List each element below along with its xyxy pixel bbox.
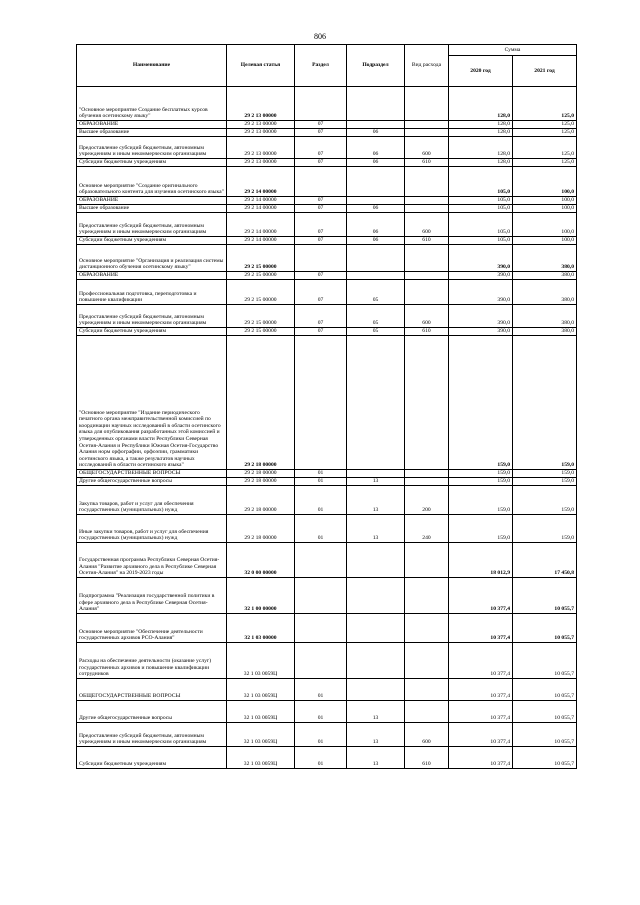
cell-2021: 159,0 xyxy=(513,470,577,478)
table-row xyxy=(77,328,577,336)
cell-expense-type xyxy=(405,701,449,723)
cell-section: 01 xyxy=(295,679,347,701)
cell-name: "Основное мероприятие "Издание периодического печатного органа межправительственной комиссией по координации научных исследований в области осетинского языка для опубликования разработанных этой комиссией и утвержденных органами власти Республики Северная Осетия-Алания и Республики Южная Осетия-Государство Алания норм орфографии, орфоэпии, грамматики осетинского языка, а также результатов научных исследований в области осетинского языка" xyxy=(77,336,227,470)
cell-section: 07 xyxy=(295,272,347,280)
cell-target: 29 2 13 00000 xyxy=(227,159,295,167)
cell-section xyxy=(295,245,347,272)
table-row xyxy=(77,543,577,578)
table-row xyxy=(77,701,577,723)
table-header xyxy=(77,45,577,87)
table-row xyxy=(77,167,577,197)
cell-target: 29 2 13 00000 xyxy=(227,121,295,129)
table-row xyxy=(77,336,577,470)
cell-expense-type xyxy=(405,167,449,197)
cell-subsection: 13 xyxy=(347,515,405,543)
cell-2020: 10 377,4 xyxy=(449,701,513,723)
table-row xyxy=(77,723,577,747)
cell-subsection xyxy=(347,167,405,197)
table-body xyxy=(77,87,577,769)
cell-name: Основное мероприятие "Создание оригинального образовательного контента для изучения осетинского языка" xyxy=(77,167,227,197)
cell-section: 01 xyxy=(295,470,347,478)
cell-2021: 10 055,7 xyxy=(513,578,577,614)
cell-name: Субсидии бюджетным учреждениям xyxy=(77,237,227,245)
cell-name: Субсидии бюджетным учреждениям xyxy=(77,159,227,167)
cell-name: Высшее образование xyxy=(77,129,227,137)
cell-2021: 10 055,7 xyxy=(513,614,577,643)
cell-target: 29 2 14 00000 xyxy=(227,213,295,237)
cell-expense-type: 600 xyxy=(405,723,449,747)
table-row xyxy=(77,121,577,129)
cell-subsection xyxy=(347,643,405,679)
cell-target: 29 2 18 00000 xyxy=(227,486,295,515)
cell-target: 32 1 03 0059Ц xyxy=(227,679,295,701)
table-row xyxy=(77,237,577,245)
cell-name: Другие общегосударственные вопросы xyxy=(77,478,227,486)
cell-name: ОБРАЗОВАНИЕ xyxy=(77,272,227,280)
cell-2020: 10 377,4 xyxy=(449,614,513,643)
cell-expense-type xyxy=(405,336,449,470)
cell-subsection xyxy=(347,679,405,701)
cell-2021: 125,0 xyxy=(513,159,577,167)
cell-name: ОБЩЕГОСУДАРСТВЕННЫЕ ВОПРОСЫ xyxy=(77,679,227,701)
cell-subsection: 06 xyxy=(347,213,405,237)
cell-target: 29 2 14 00000 xyxy=(227,205,295,213)
cell-name: Закупка товаров, работ и услуг для обеспечения государственных (муниципальных) нужд xyxy=(77,486,227,515)
header-name: Наименование xyxy=(77,45,227,87)
cell-section xyxy=(295,543,347,578)
cell-subsection: 13 xyxy=(347,486,405,515)
cell-expense-type xyxy=(405,245,449,272)
cell-name: Основное мероприятие "Обеспечение деятельности государственных архивов РСО-Алания" xyxy=(77,614,227,643)
cell-2021: 380,0 xyxy=(513,280,577,305)
cell-section: 01 xyxy=(295,701,347,723)
cell-2020: 10 377,4 xyxy=(449,679,513,701)
cell-expense-type xyxy=(405,478,449,486)
cell-target: 32 1 03 0059Ц xyxy=(227,723,295,747)
cell-expense-type xyxy=(405,280,449,305)
cell-2020: 128,0 xyxy=(449,137,513,159)
cell-2020: 390,0 xyxy=(449,280,513,305)
cell-expense-type: 610 xyxy=(405,159,449,167)
cell-2020: 128,0 xyxy=(449,129,513,137)
cell-name: Высшее образование xyxy=(77,205,227,213)
cell-expense-type: 610 xyxy=(405,747,449,769)
header-year-2020: 2020 год xyxy=(449,56,513,87)
cell-expense-type xyxy=(405,614,449,643)
table-row xyxy=(77,129,577,137)
cell-expense-type xyxy=(405,679,449,701)
cell-expense-type xyxy=(405,272,449,280)
table-row xyxy=(77,614,577,643)
cell-target: 29 2 13 00000 xyxy=(227,129,295,137)
cell-2020: 128,0 xyxy=(449,159,513,167)
cell-section: 01 xyxy=(295,723,347,747)
cell-2020: 159,0 xyxy=(449,478,513,486)
cell-expense-type xyxy=(405,578,449,614)
cell-2020: 390,0 xyxy=(449,245,513,272)
cell-expense-type: 610 xyxy=(405,328,449,336)
table-row xyxy=(77,679,577,701)
cell-2020: 159,0 xyxy=(449,470,513,478)
cell-name: "Основное мероприятие Создание бесплатных курсов обучения осетинскому языку" xyxy=(77,87,227,121)
header-section: Раздел xyxy=(295,45,347,87)
cell-section xyxy=(295,87,347,121)
cell-2020: 390,0 xyxy=(449,305,513,328)
cell-2021: 10 055,7 xyxy=(513,679,577,701)
cell-target: 32 1 03 0059Ц xyxy=(227,643,295,679)
cell-target: 29 2 14 00000 xyxy=(227,167,295,197)
cell-target: 29 2 14 00000 xyxy=(227,237,295,245)
cell-2021: 159,0 xyxy=(513,515,577,543)
cell-2021: 125,0 xyxy=(513,129,577,137)
cell-name: Расходы на обеспечение деятельности (оказание услуг) государственных архивов и повышение квалификации сотрудников xyxy=(77,643,227,679)
cell-2021: 10 055,7 xyxy=(513,701,577,723)
cell-expense-type xyxy=(405,87,449,121)
cell-target: 29 2 13 00000 xyxy=(227,87,295,121)
budget-table xyxy=(76,44,577,769)
cell-2021: 100,0 xyxy=(513,213,577,237)
cell-2020: 105,0 xyxy=(449,213,513,237)
cell-name: Предоставление субсидий бюджетным, автономным учреждениям и иным некоммерческим организациям xyxy=(77,137,227,159)
table-row xyxy=(77,205,577,213)
cell-target: 29 2 13 00000 xyxy=(227,137,295,159)
cell-subsection: 05 xyxy=(347,328,405,336)
cell-subsection: 13 xyxy=(347,701,405,723)
cell-subsection xyxy=(347,336,405,470)
cell-target: 32 1 03 00000 xyxy=(227,614,295,643)
cell-2020: 128,0 xyxy=(449,121,513,129)
cell-2021: 380,0 xyxy=(513,328,577,336)
cell-2020: 159,0 xyxy=(449,515,513,543)
cell-expense-type: 240 xyxy=(405,515,449,543)
table-row xyxy=(77,272,577,280)
cell-2020: 128,0 xyxy=(449,87,513,121)
cell-name: ОБРАЗОВАНИЕ xyxy=(77,197,227,205)
cell-section: 07 xyxy=(295,205,347,213)
cell-target: 29 2 18 00000 xyxy=(227,336,295,470)
cell-target: 32 0 00 00000 xyxy=(227,543,295,578)
cell-expense-type xyxy=(405,643,449,679)
table-row xyxy=(77,87,577,121)
cell-subsection: 13 xyxy=(347,747,405,769)
cell-name: Предоставление субсидий бюджетным, автономным учреждениям и иным некоммерческим организациям xyxy=(77,213,227,237)
cell-name: Субсидии бюджетным учреждениям xyxy=(77,747,227,769)
cell-target: 29 2 18 00000 xyxy=(227,478,295,486)
cell-2021: 100,0 xyxy=(513,197,577,205)
table-row xyxy=(77,197,577,205)
cell-section xyxy=(295,643,347,679)
cell-expense-type xyxy=(405,129,449,137)
cell-2021: 380,0 xyxy=(513,272,577,280)
cell-2021: 159,0 xyxy=(513,486,577,515)
cell-name: Иные закупки товаров, работ и услуг для обеспечения государственных (муниципальных) нужд xyxy=(77,515,227,543)
cell-2020: 10 377,4 xyxy=(449,747,513,769)
cell-expense-type: 610 xyxy=(405,237,449,245)
cell-name: Другие общегосударственные вопросы xyxy=(77,701,227,723)
cell-section xyxy=(295,167,347,197)
cell-2021: 10 055,7 xyxy=(513,747,577,769)
cell-subsection: 06 xyxy=(347,159,405,167)
cell-subsection: 05 xyxy=(347,280,405,305)
header-sum: Сумма xyxy=(449,45,577,56)
table-row xyxy=(77,305,577,328)
cell-expense-type xyxy=(405,470,449,478)
cell-subsection xyxy=(347,87,405,121)
cell-section: 07 xyxy=(295,137,347,159)
cell-section: 07 xyxy=(295,213,347,237)
table-row xyxy=(77,486,577,515)
cell-section: 07 xyxy=(295,328,347,336)
cell-target: 29 2 15 00000 xyxy=(227,245,295,272)
cell-2020: 10 377,4 xyxy=(449,643,513,679)
cell-target: 29 2 18 00000 xyxy=(227,515,295,543)
cell-target: 29 2 15 00000 xyxy=(227,305,295,328)
table-row xyxy=(77,470,577,478)
cell-section: 01 xyxy=(295,478,347,486)
table-row xyxy=(77,478,577,486)
cell-target: 32 1 00 00000 xyxy=(227,578,295,614)
cell-2021: 380,0 xyxy=(513,245,577,272)
cell-2021: 100,0 xyxy=(513,237,577,245)
header-subsection: Подраздел xyxy=(347,45,405,87)
cell-2021: 100,0 xyxy=(513,205,577,213)
cell-expense-type xyxy=(405,543,449,578)
cell-name: Субсидии бюджетным учреждениям xyxy=(77,328,227,336)
cell-expense-type: 600 xyxy=(405,305,449,328)
cell-expense-type: 600 xyxy=(405,137,449,159)
cell-subsection: 05 xyxy=(347,305,405,328)
cell-name: ОБЩЕГОСУДАРСТВЕННЫЕ ВОПРОСЫ xyxy=(77,470,227,478)
cell-target: 29 2 15 00000 xyxy=(227,328,295,336)
table-row xyxy=(77,137,577,159)
cell-subsection: 13 xyxy=(347,723,405,747)
cell-2021: 159,0 xyxy=(513,478,577,486)
cell-target: 32 1 03 0059Ц xyxy=(227,747,295,769)
cell-2020: 10 377,4 xyxy=(449,723,513,747)
cell-section xyxy=(295,578,347,614)
cell-name: ОБРАЗОВАНИЕ xyxy=(77,121,227,129)
cell-subsection xyxy=(347,578,405,614)
table-row xyxy=(77,213,577,237)
cell-expense-type xyxy=(405,197,449,205)
cell-subsection xyxy=(347,121,405,129)
cell-2020: 10 377,4 xyxy=(449,578,513,614)
cell-2020: 390,0 xyxy=(449,328,513,336)
cell-section: 01 xyxy=(295,486,347,515)
cell-name: Профессиональная подготовка, переподготовка и повышение квалификации xyxy=(77,280,227,305)
cell-2021: 125,0 xyxy=(513,87,577,121)
cell-subsection xyxy=(347,470,405,478)
table-row xyxy=(77,747,577,769)
cell-target: 29 2 15 00000 xyxy=(227,280,295,305)
cell-2021: 159,0 xyxy=(513,336,577,470)
cell-2021: 17 450,8 xyxy=(513,543,577,578)
cell-expense-type: 600 xyxy=(405,213,449,237)
cell-2021: 125,0 xyxy=(513,137,577,159)
cell-section: 07 xyxy=(295,197,347,205)
cell-section: 07 xyxy=(295,129,347,137)
cell-subsection xyxy=(347,197,405,205)
cell-section: 07 xyxy=(295,280,347,305)
cell-2020: 159,0 xyxy=(449,486,513,515)
cell-name: Основное мероприятие "Организация и реализация системы дистанционного обучения осетинскому языку" xyxy=(77,245,227,272)
cell-subsection xyxy=(347,614,405,643)
table-row xyxy=(77,280,577,305)
page-number: 806 xyxy=(314,32,326,41)
cell-subsection: 06 xyxy=(347,237,405,245)
cell-expense-type: 200 xyxy=(405,486,449,515)
cell-section: 07 xyxy=(295,305,347,328)
cell-2020: 18 012,9 xyxy=(449,543,513,578)
cell-section xyxy=(295,614,347,643)
table-row xyxy=(77,578,577,614)
cell-subsection: 06 xyxy=(347,205,405,213)
cell-subsection: 13 xyxy=(347,478,405,486)
cell-target: 29 2 14 00000 xyxy=(227,197,295,205)
cell-2020: 159,0 xyxy=(449,336,513,470)
table-row xyxy=(77,159,577,167)
cell-name: Предоставление субсидий бюджетным, автономным учреждениям и иным некоммерческим организациям xyxy=(77,723,227,747)
cell-2020: 105,0 xyxy=(449,205,513,213)
cell-target: 29 2 15 00000 xyxy=(227,272,295,280)
cell-expense-type xyxy=(405,205,449,213)
table-row xyxy=(77,245,577,272)
header-expense-type: Вид расхода xyxy=(405,45,449,87)
cell-subsection: 06 xyxy=(347,137,405,159)
cell-2020: 105,0 xyxy=(449,197,513,205)
header-target: Целевая статья xyxy=(227,45,295,87)
cell-subsection: 06 xyxy=(347,129,405,137)
cell-2021: 125,0 xyxy=(513,121,577,129)
cell-name: Подпрограмма "Реализация государственной политики в сфере архивного дела в Республике Северная Осетия-Алания" xyxy=(77,578,227,614)
cell-2021: 10 055,7 xyxy=(513,643,577,679)
cell-2020: 390,0 xyxy=(449,272,513,280)
cell-section: 07 xyxy=(295,159,347,167)
cell-subsection xyxy=(347,543,405,578)
cell-target: 29 2 18 00000 xyxy=(227,470,295,478)
table-row xyxy=(77,515,577,543)
cell-2021: 10 055,7 xyxy=(513,723,577,747)
cell-name: Предоставление субсидий бюджетным, автономным учреждениям и иным некоммерческим организациям xyxy=(77,305,227,328)
cell-section: 07 xyxy=(295,121,347,129)
cell-2020: 105,0 xyxy=(449,167,513,197)
table-row xyxy=(77,643,577,679)
cell-section: 01 xyxy=(295,515,347,543)
cell-2021: 100,0 xyxy=(513,167,577,197)
cell-expense-type xyxy=(405,121,449,129)
cell-section xyxy=(295,336,347,470)
cell-subsection xyxy=(347,272,405,280)
cell-2021: 380,0 xyxy=(513,305,577,328)
cell-subsection xyxy=(347,245,405,272)
cell-target: 32 1 03 0059Ц xyxy=(227,701,295,723)
header-year-2021: 2021 год xyxy=(513,56,577,87)
cell-section: 07 xyxy=(295,237,347,245)
cell-2020: 105,0 xyxy=(449,237,513,245)
cell-section: 01 xyxy=(295,747,347,769)
cell-name: Государственная программа Республики Северная Осетия-Алания "Развитие архивного дела в Республике Северная Осетия-Алания" на 2019-2023 годы xyxy=(77,543,227,578)
